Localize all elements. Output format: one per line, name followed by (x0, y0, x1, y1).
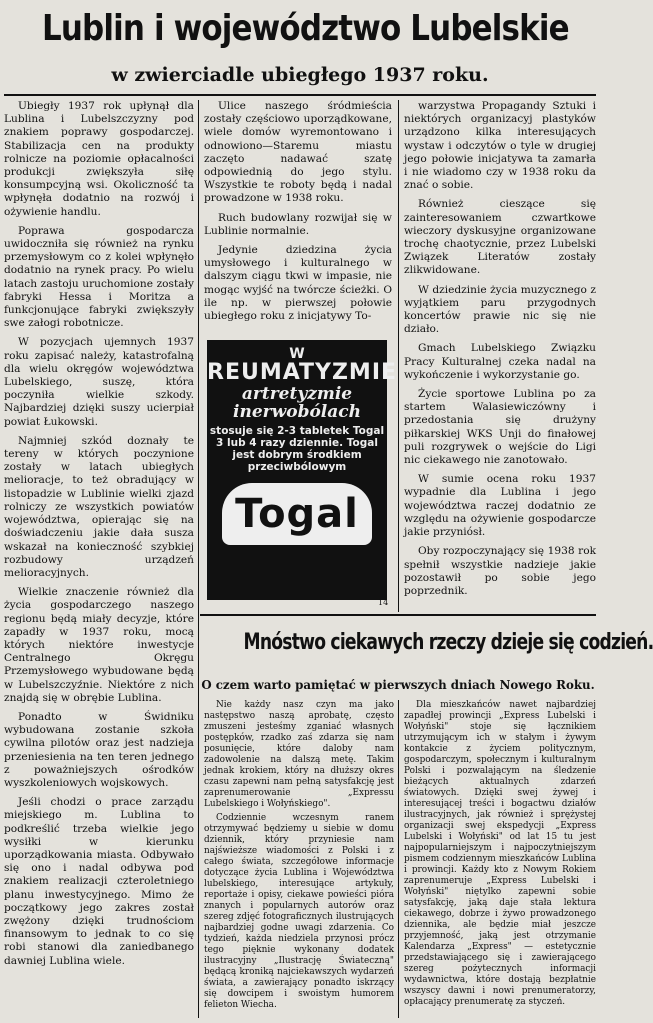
paragraph: W pozycjach ujemnych 1937 roku zapisać należy, katastrofalną dla wielu okręgów województwa Lubelskiego, suszę, która poczyniła wielkie szkody. Najbardziej dzięki suszy ucierpiał powiat Łukowski. (4, 336, 194, 428)
ad-mark: 14 (378, 598, 389, 607)
ad-inervoball: inerwobólach (233, 402, 361, 422)
paragraph: W dziedzinie życia muzycznego z wyjątkiem paru przygodnych koncertów prawie nic się nie działo. (404, 283, 596, 336)
paragraph: Ulice naszego śródmieścia zostały częściowo uporządkowane, wiele domów wyremontowano i odnowiono—Staremu miastu zaczęto nadawać szatę odpowiednią do jego stylu. Wszystkie te roboty będą i nadal prowadzone w 1938 roku. (204, 100, 392, 205)
togal-advertisement (207, 340, 398, 600)
paragraph: Ubiegły 1937 rok upłynął dla Lublina i Lubelszczyzny pod znakiem poprawy gospodarczej. Stabilizacja cen na produkty rolnicze na poziomie opłacalności produkcji zwiększyła siłę konsumpcyjną wsi. Okoliczność ta wpłynęła dodatnio na rozwój i ożywienie handlu. (4, 100, 194, 218)
article-rule (200, 614, 596, 616)
paragraph: warzystwa Propagandy Sztuki i niektórych organizacyj plastyków urządzono kilka interesujących wystaw i odczytów o tyle w drugiej jego połowie inicjatywa ta zamarła i nie wiadomo czy w 1938 roku da znać o sobie. (404, 100, 596, 192)
article2-column-b (404, 700, 596, 1018)
article2-headline: Mnóstwo ciekawych rzeczy dzieje się codzień. (243, 630, 653, 655)
paragraph: Oby rozpoczynający się 1938 rok spełnił wszystkie nadzieje jakie pozostawił po sobie jego poprzednik. (404, 545, 596, 597)
column-1 (4, 100, 194, 1016)
ad-rheumatism: REUMATYZMIE (207, 360, 398, 385)
paragraph: Poprawa gospodarcza uwidoczniła się również na rynku przemysłowym co z kolei wpłynęło dodatnio na rynek pracy. Po wielu latach zastoju uruchomione zostały fabryki Hessa i Moritza a funkcjonujące fabryki zwiększyły swe załogi robotnicze. (4, 224, 194, 330)
column-divider (198, 100, 199, 1018)
paragraph: Ruch budowlany rozwijał się w Lublinie normalnie. (204, 211, 392, 237)
ad-arthritis: artretyzmie (241, 384, 353, 404)
paragraph: Jedynie dziedzina życia umysłowego i kulturalnego w dalszym ciągu tkwi w impasie, nie mogąc wyjść na twórcze ścieżki. O ile np. w pierwszej połowie ubiegłego roku z inicjatywy To- (204, 244, 392, 323)
paragraph: Dla mieszkańców nawet najbardziej zapadłej prowincji „Express Lubelski i Wołyński" stoje się łącznikiem utrzymującym ich w stałym i żywym kontakcie z życiem politycznym, gospodarczym, społecznym i kulturalnym Polski i pozwalającym na śledzenie bieżących aktualnych zdarzeń światowych. Dzięki swej żywej i interesującej treści i bogactwu działów ilustracyjnych, jak również i sprężystej organizacji swej ekspedycji „Express Lubelski i Wołyński" od lat 15 tu jest najpopularniejszym i najpoczytniejszym pismem codziennym mieszkańców Lublina i prowincji. Każdy kto z Nowym Rokiem zaprenumeruje „Express Lubelski i Wołyński" niętylko zapewni sobie satysfakcję, jaką daje stała lektura ciekawego, dobrze i żywo prowadzonego dziennika, ale będzie miał jeszcze przyjemność, jaką jest otrzymanie Kalendarza „Express" — estetycznie przedstawiającego się i zawierającego szereg pożytecznych informacji wydawnictwa, które dostają bezpłatnie wszyscy dawni i nowi prenumeratorzy, opłacający prenumeratę za styczeń. (404, 700, 596, 1007)
page-subheadline: w zwierciadle ubiegłego 1937 roku. (111, 64, 489, 86)
ad-w: W (289, 346, 305, 362)
column-divider (398, 100, 399, 612)
column-2 (204, 100, 392, 332)
article2-subheadline: O czem warto pamiętać w pierwszych dniach Nowego Roku. (201, 678, 595, 692)
paragraph: Wielkie znaczenie również dla życia gospodarczego naszego regionu będą miały decyzje, które zapadły w 1937 roku, mocą których niektóre inwestycje Centralnego Okręgu Przemysłowego wybudowane będą w Lubelszczyźnie. Niektóre z nich znajdą się w obrębie Lublina. (4, 586, 194, 704)
paragraph: Życie sportowe Lublina po za startem Walasiewiczówny i przedostania się drużyny piłkarskiej WKS Unji do finałowej puli rozgrywek o wejście do Ligi nic ciekawego nie zanotowało. (404, 388, 596, 467)
paragraph: Ponadto w Świdniku wybudowana zostanie szkoła cywilna pilotów oraz jest nadzieja przeniesienia na ten teren jednego z poważniejszych ośrodków wyszkoleniowych wojskowych. (4, 710, 194, 789)
paragraph: Również cieszące się zainteresowaniem czwartkowe wieczory dyskusyjne organizowane trochę chaotycznie, przez Lubelski Związek Literatów zostały zlikwidowane. (404, 198, 596, 277)
column-divider (398, 700, 399, 1018)
paragraph: W sumie ocena roku 1937 wypadnie dla Lublina i jego województwa raczej dodatnio ze względu na ożywienie gospodarcze jakie przyniósł. (404, 473, 596, 539)
paragraph: Najmniej szkód doznały te tereny w których poczynione zostały w latach ubiegłych melioracje, to też obradujący w listopadzie w Lublinie wielki zjazd rolniczy ze wszystkich powiatów województwa, opierając się na doświadczeniu jakie dała susza wskazał na konieczność szybkiej rozbudowy urządzeń melioracyjnych. (4, 434, 194, 579)
page-headline: Lublin i województwo Lubelskie (42, 8, 569, 49)
paragraph: Gmach Lubelskiego Związku Pracy Kulturalnej czeka nadal na wykończenie i wykorzystanie go. (404, 342, 596, 381)
paragraph: Nie każdy nasz czyn ma jako następstwo naszą aprobatę, często zmuszeni jesteśmy zganiać własnych postępków, rzadko zaś zdarza się nam posunięcie, które daloby nam zadowolenie na dalszą metę. Takim jednak krokiem, który na dłuższy okres czasu zapewni nam pełną satysfakcję jest zaprenumerowanie „Expressu Lubelskiego i Wołyńskiego". (204, 700, 394, 809)
column-3 (404, 100, 596, 608)
article2-column-a (204, 700, 394, 1018)
paragraph: Jeśli chodzi o prace zarządu miejskiego m. Lublina to podkreślić trzeba wielkie jego wysiłki w kierunku uporządkowania miasta. Odbywało się ono i nadal odbywa pod znakiem realizacji czteroletniego planu inwestycyjnego. Mimo że początkowy jego zakres został zwężony dzięki trudnościom finansowym to jednak to co się robi stanowi dla zaniedbanego dawniej Lublina wiele. (4, 796, 194, 967)
togal-logo: Togal (222, 483, 372, 545)
ad-dosage: stosuje się 2-3 tabletek Togal 3 lub 4 razy dziennie. Togal jest dobrym środkiem przeciwbólowym (209, 425, 385, 473)
headline-rule (4, 94, 596, 96)
paragraph: Codziennie wczesnym ranem otrzymywać będziemy u siebie w domu dziennik, który przyniesie nam najświeższe wiadomości z Polski i z całego świata, szczegółowe informacje dotyczące życia Lublina i Województwa lubelskiego, interesujące artykuły, reportaże i opisy, ciekawe powieści pióra znanych i popularnych autorów oraz szereg zdjęć fotograficznych ilustrujących najbardziej godne uwagi zdarzenia. Co tydzień, każda niedziela przynosi prócz tego pięknie wykonany dodatek ilustracyjny „Ilustrację Świateczną" będącą kroniką najciekawszych wydarzeń świata, a zawierający ponadto iskrzący się dowcipem i swoistym humorem felieton Wiecha. (204, 813, 394, 1010)
